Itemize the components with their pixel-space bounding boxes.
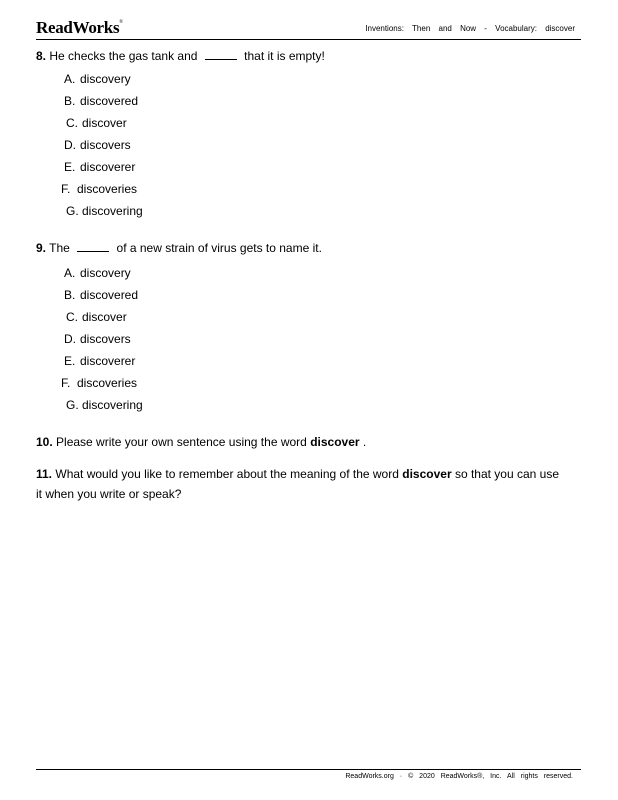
option-b — [64, 288, 143, 310]
logo-text: ReadWorks — [36, 18, 120, 37]
option-letter: D. — [64, 138, 76, 152]
answer-blank — [205, 49, 237, 60]
option-text: discovering — [82, 204, 143, 218]
option-letter: F. — [61, 376, 71, 390]
option-text: discover — [82, 116, 127, 130]
question-10 — [36, 432, 366, 452]
question-number: 9. — [36, 241, 47, 255]
vocabulary-keyword: discover — [310, 435, 360, 449]
question-text-after: of a new strain of virus gets to name it. — [116, 241, 322, 255]
option-letter: B. — [64, 94, 76, 108]
option-text: discovered — [80, 94, 139, 108]
question-8 — [36, 46, 325, 66]
option-letter: C. — [66, 116, 78, 130]
question-number: 8. — [36, 49, 47, 63]
question-text-after: so that you can use it when you write or speak? — [36, 467, 560, 501]
option-d — [64, 332, 143, 354]
option-e — [64, 160, 143, 182]
option-b — [64, 94, 143, 116]
option-letter: D. — [64, 332, 76, 346]
page-footer — [36, 769, 581, 790]
question-11 — [36, 464, 566, 504]
question-9-options — [61, 266, 143, 420]
option-d — [64, 138, 143, 160]
option-text: discover — [82, 310, 127, 324]
option-e — [64, 354, 143, 376]
readworks-logo — [36, 18, 123, 38]
option-letter: C. — [66, 310, 78, 324]
answer-blank — [77, 241, 109, 252]
option-c — [66, 310, 143, 332]
option-text: discovering — [82, 398, 143, 412]
question-9 — [36, 238, 322, 258]
option-letter: A. — [64, 266, 76, 280]
question-number: 11. — [36, 467, 53, 481]
option-a — [64, 266, 143, 288]
copyright-text: ReadWorks.org · © 2020 ReadWorks®, Inc. All rights reserved. — [345, 773, 573, 780]
question-text-before: Please write your own sentence using the word — [56, 435, 307, 449]
option-letter: G. — [66, 204, 79, 218]
document-title: Inventions: Then and Now - Vocabulary: discover — [365, 24, 575, 33]
question-number: 10. — [36, 435, 53, 449]
option-text: discovers — [80, 138, 131, 152]
option-letter: G. — [66, 398, 79, 412]
option-letter: E. — [64, 354, 76, 368]
question-text-after: that it is empty! — [244, 49, 325, 63]
vocabulary-keyword: discover — [402, 467, 452, 481]
option-text: discovers — [80, 332, 131, 346]
option-g — [66, 204, 143, 226]
logo-mark: ® — [119, 20, 123, 25]
option-g — [66, 398, 143, 420]
option-text: discoveries — [77, 376, 138, 390]
question-text-before: He checks the gas tank and — [49, 49, 198, 63]
question-text-after: . — [362, 435, 367, 449]
question-8-options — [61, 72, 143, 226]
option-letter: A. — [64, 72, 76, 86]
option-c — [66, 116, 143, 138]
option-letter: F. — [61, 182, 71, 196]
option-text: discoverer — [80, 354, 136, 368]
option-f — [61, 376, 143, 398]
option-text: discovery — [80, 266, 131, 280]
question-text-before: What would you like to remember about the meaning of the word — [55, 467, 399, 481]
page-header — [36, 18, 581, 40]
question-text-before: The — [49, 241, 70, 255]
option-text: discoverer — [80, 160, 136, 174]
option-letter: B. — [64, 288, 76, 302]
option-a — [64, 72, 143, 94]
option-text: discovery — [80, 72, 131, 86]
option-letter: E. — [64, 160, 76, 174]
option-text: discovered — [80, 288, 139, 302]
option-f — [61, 182, 143, 204]
option-text: discoveries — [77, 182, 138, 196]
